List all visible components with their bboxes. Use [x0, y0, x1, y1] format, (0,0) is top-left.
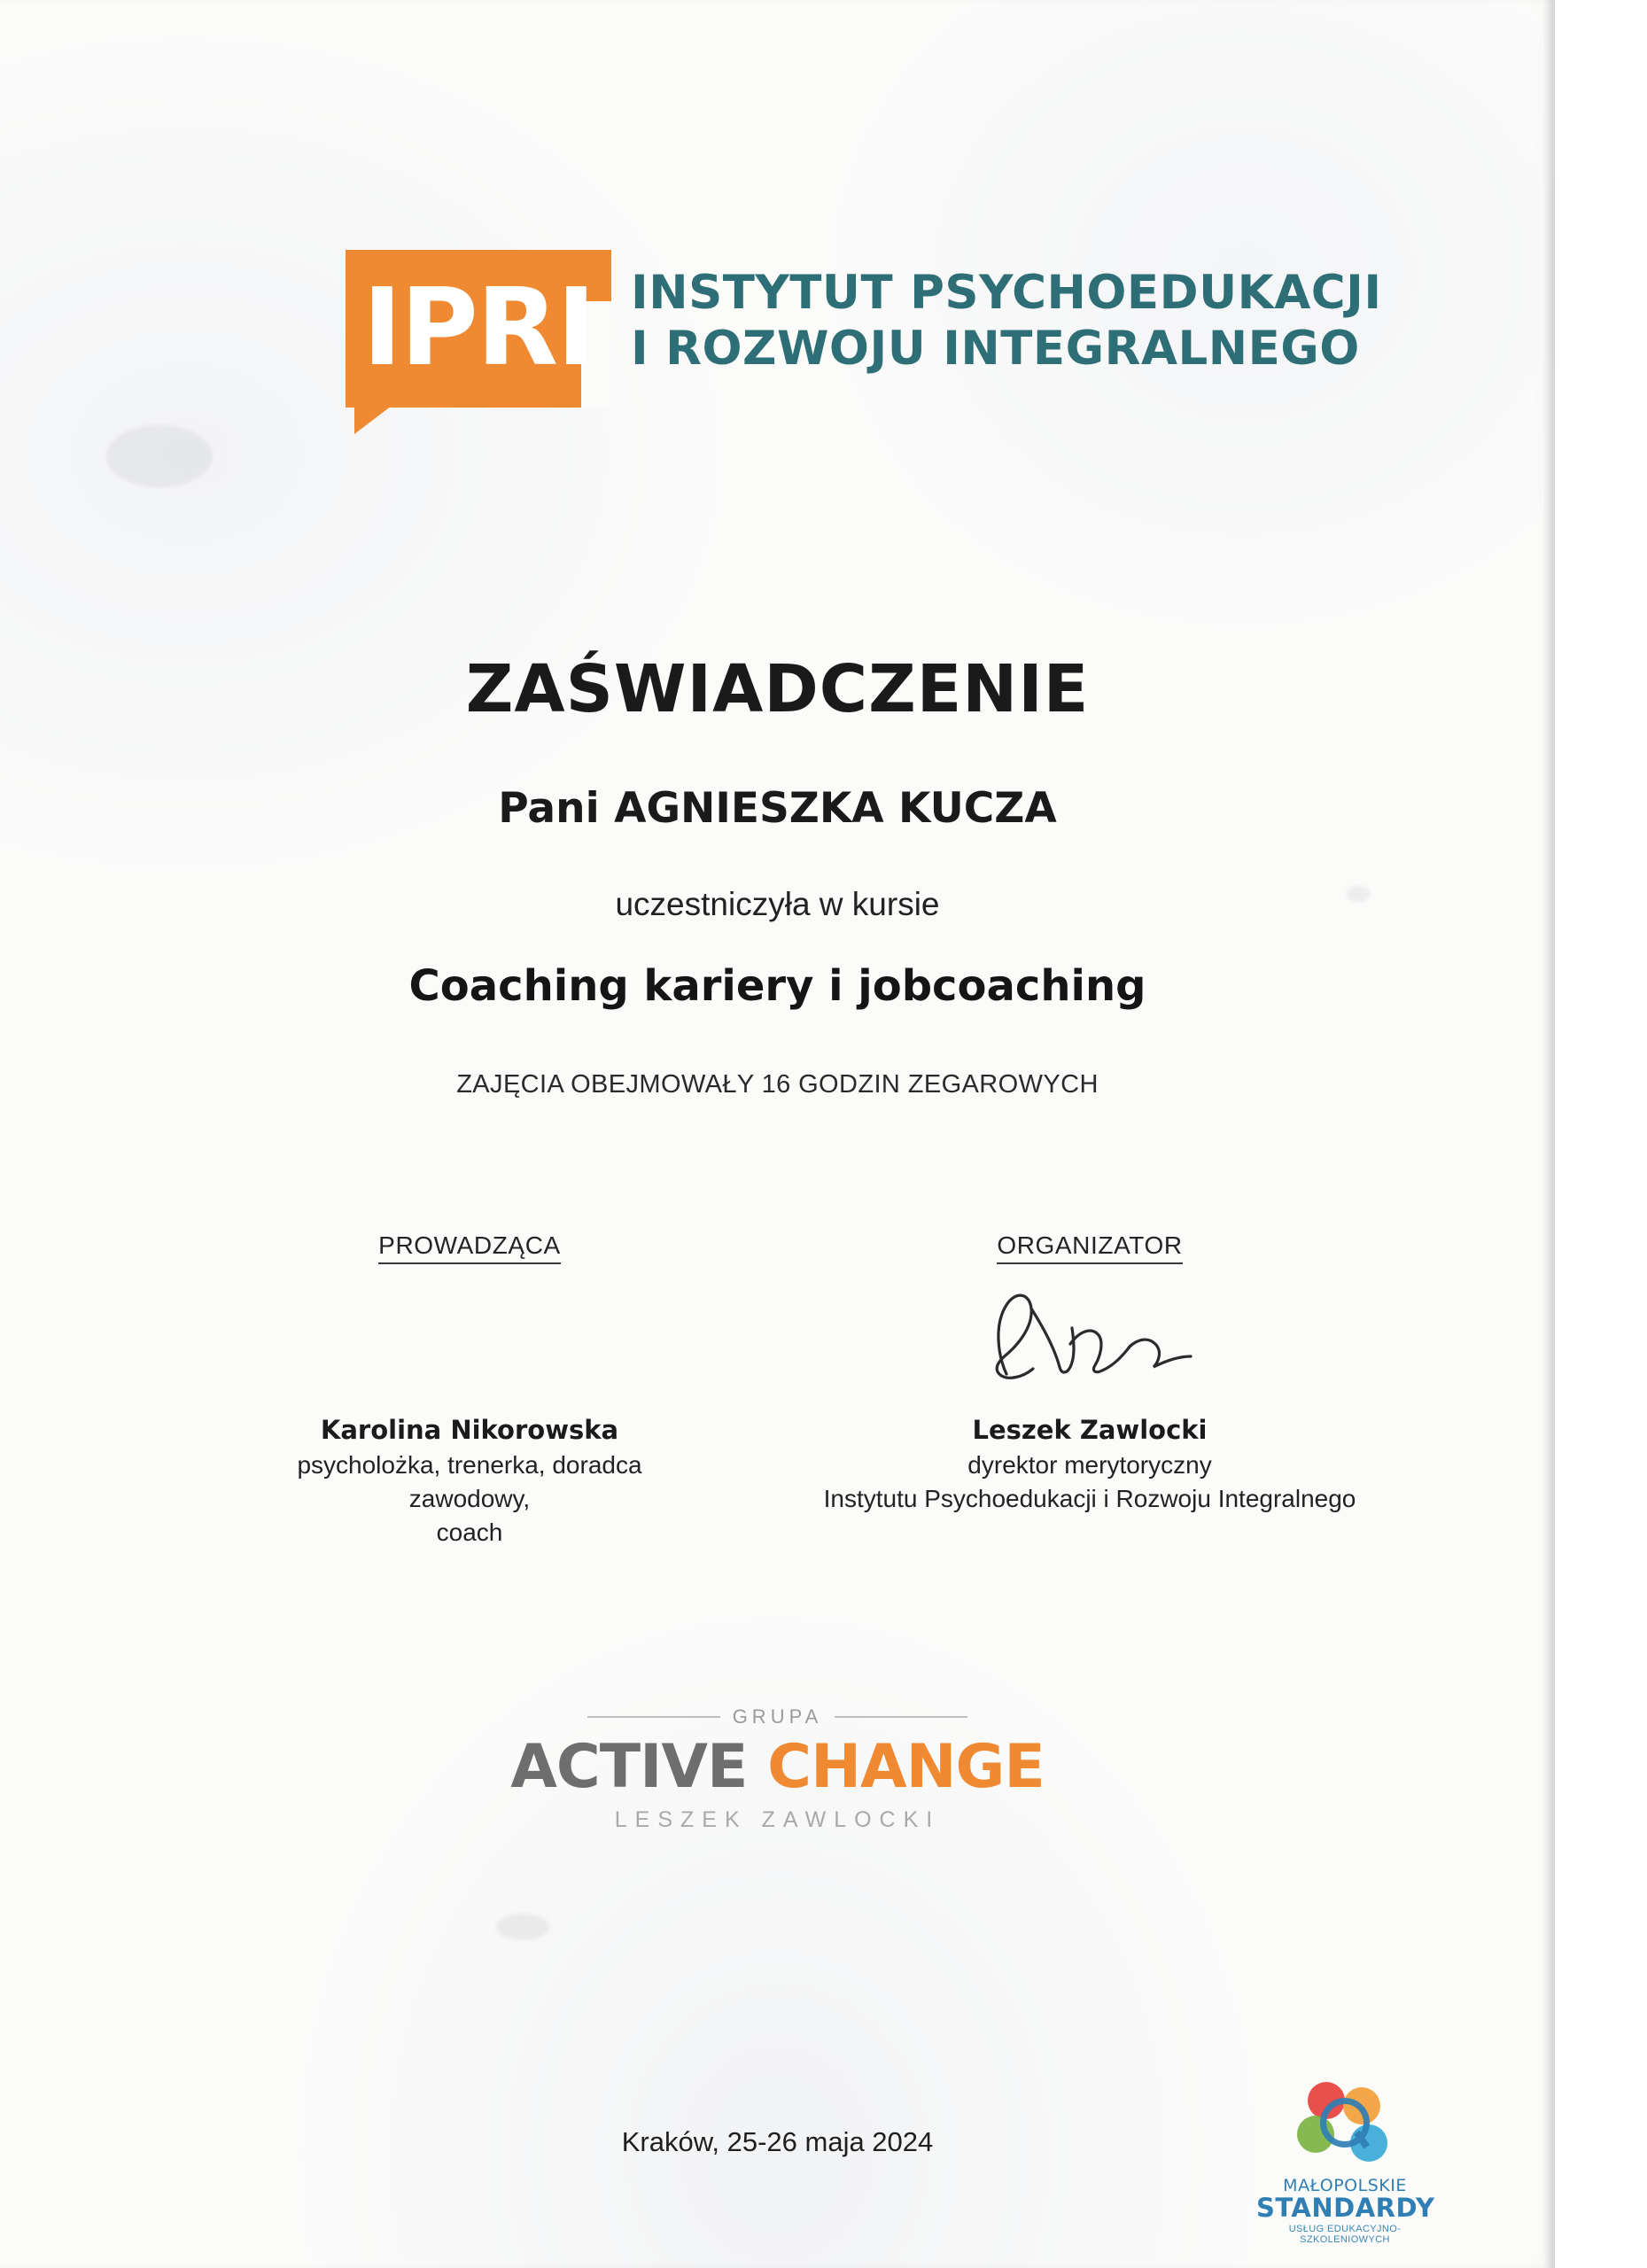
- scan-blemish: [496, 1914, 549, 1940]
- place-and-date: Kraków, 25-26 maja 2024: [621, 2126, 934, 2157]
- institute-name-line2: I ROZWOJU INTEGRALNEGO: [631, 321, 1360, 376]
- signature-name: Karolina Nikorowska: [320, 1415, 619, 1445]
- recipient-name: Pani AGNIESZKA KUCZA: [498, 784, 1057, 833]
- signature-name: Leszek Zawlocki: [972, 1415, 1208, 1445]
- active-change-top-label: GRUPA: [732, 1705, 823, 1728]
- background-outside-page: [1555, 0, 1647, 2268]
- handwritten-signature-icon: [967, 1270, 1233, 1402]
- logo-rule-left: [587, 1716, 720, 1718]
- signature-description-line2: coach: [436, 1518, 503, 1546]
- ipri-logomark-icon: [346, 250, 611, 431]
- ipri-logomark-text: IPRI: [362, 267, 594, 390]
- signature-role-label: ORGANIZATOR: [997, 1231, 1182, 1264]
- signature-row: [159, 1231, 1400, 1549]
- signature-block-trainer: [159, 1231, 780, 1549]
- scan-blemish: [106, 425, 213, 487]
- badge-line1: MAŁOPOLSKIE: [1283, 2176, 1407, 2195]
- institute-name: [631, 250, 1382, 377]
- active-change-subtitle: LESZEK ZAWLOCKI: [614, 1807, 941, 1832]
- institute-name-line1: INSTYTUT PSYCHOEDUKACJI: [631, 266, 1382, 320]
- badge-line3: USŁUG EDUKACYJNO-SZKOLENIOWYCH: [1288, 2224, 1402, 2245]
- signature-role-label: PROWADZĄCA: [378, 1231, 561, 1264]
- malopolskie-standardy-badge: [1256, 2082, 1433, 2250]
- certificate-title: ZAŚWIADCZENIE: [465, 651, 1090, 727]
- active-change-logo: [0, 1705, 1555, 1833]
- signature-description: [780, 1449, 1400, 1516]
- institute-logo: [346, 250, 1382, 431]
- participation-line: uczestniczyła w kursie: [615, 886, 940, 922]
- course-hours: ZAJĘCIA OBEJMOWAŁY 16 GODZIN ZEGAROWYCH: [456, 1070, 1099, 1099]
- signature-description-line1: psycholożka, trenerka, doradca zawodowy,: [297, 1451, 642, 1512]
- magnifier-icon: [1320, 2098, 1370, 2148]
- speech-bubble-tail-icon: [354, 406, 392, 434]
- badge-line2: STANDARDY: [1256, 2193, 1435, 2223]
- badge-dots-icon: [1292, 2082, 1398, 2174]
- active-change-word1: ACTIVE: [510, 1732, 748, 1802]
- signature-description-line1: dyrektor merytoryczny: [967, 1451, 1212, 1479]
- course-name: Coaching kariery i jobcoaching: [408, 961, 1146, 1011]
- signature-block-organizer: [780, 1231, 1400, 1549]
- active-change-word2: CHANGE: [767, 1732, 1045, 1802]
- logo-rule-right: [835, 1716, 967, 1718]
- signature-description: [159, 1449, 780, 1549]
- signature-description-line2: Instytutu Psychoedukacji i Rozwoju Integralnego: [823, 1484, 1356, 1512]
